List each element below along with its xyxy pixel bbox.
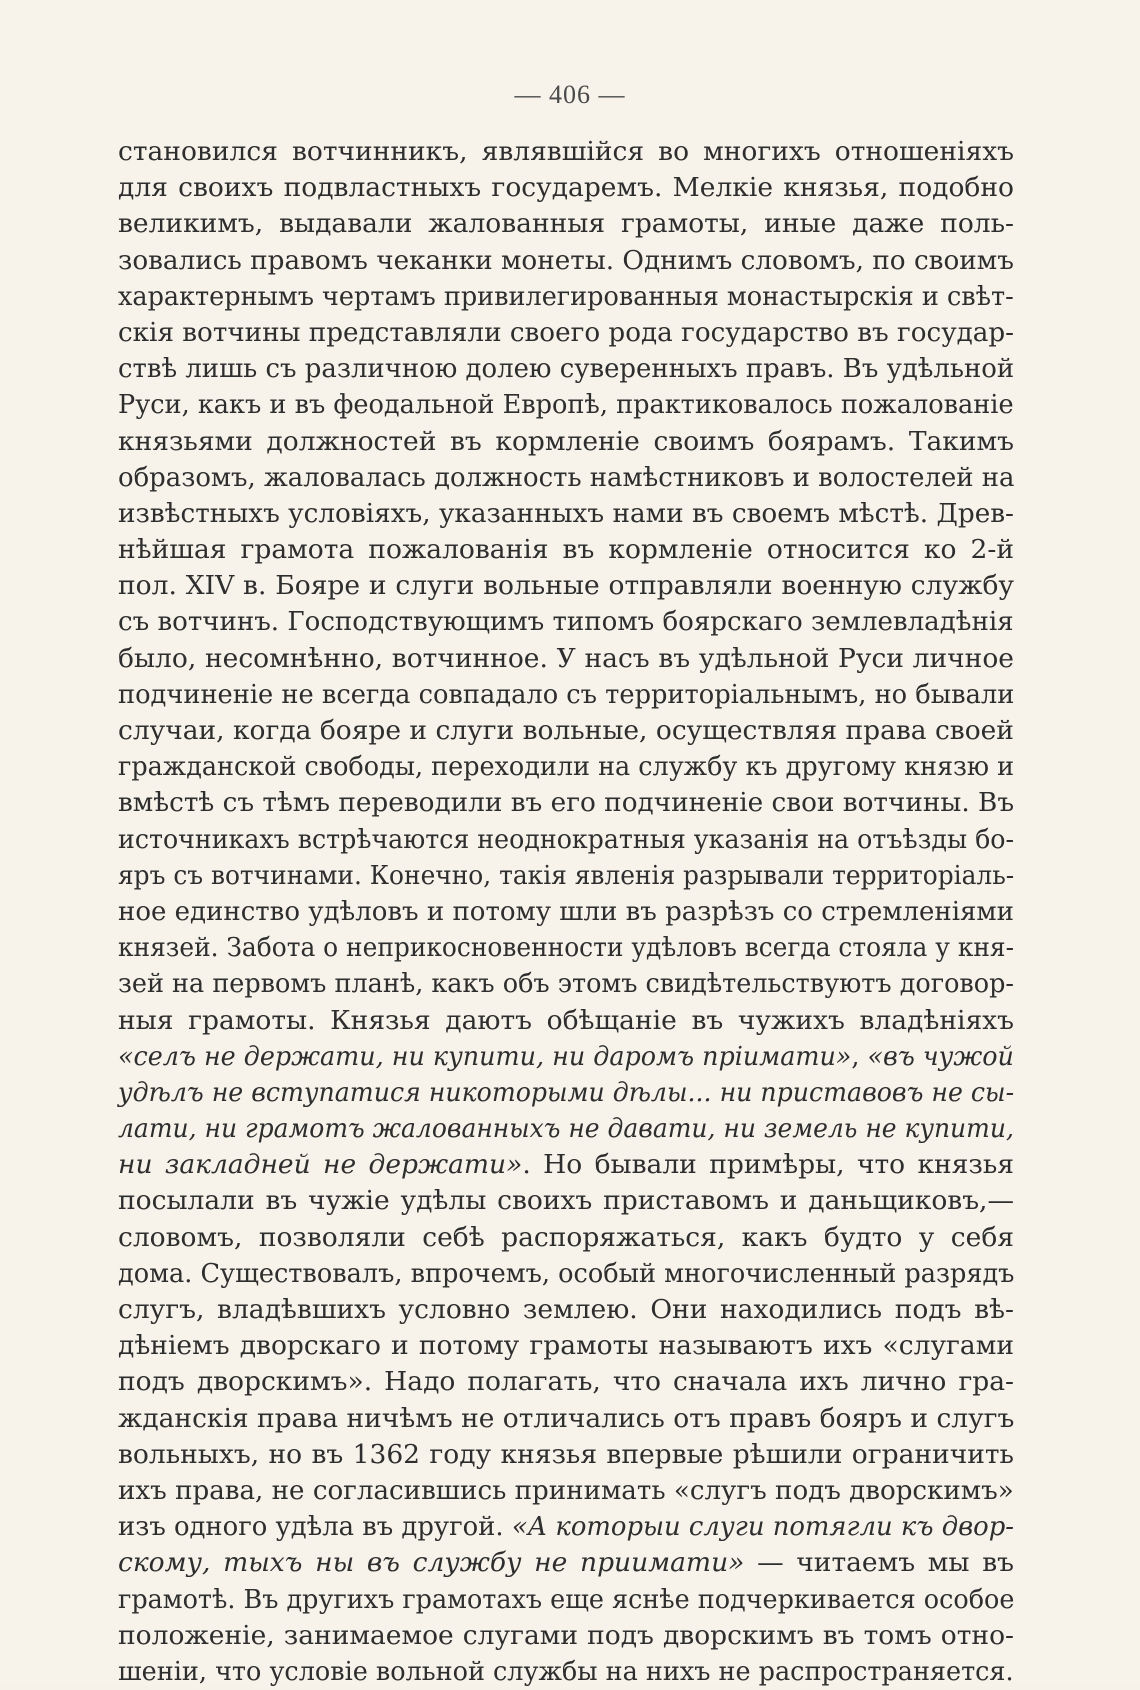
text-segment: скія вотчины представляли своего рода государство въ государ- — [118, 316, 1015, 348]
text-segment: князей. Забота о неприкосновенности удѣловъ всегда стояла у кня- — [118, 932, 1015, 964]
italic-quote: скому, тыхъ ны въ службу не приимати» — [118, 1547, 745, 1579]
text-line — [118, 1183, 1014, 1219]
italic-quote: удѣлъ не вступатися никоторыми дѣлы... ни приставовъ не сы- — [118, 1076, 1015, 1108]
text-line — [118, 641, 1014, 677]
text-segment: подчиненіе не всегда совпадало съ территоріальнымъ, но бывали — [118, 678, 1015, 710]
text-line — [118, 496, 1014, 532]
text-line — [118, 966, 1014, 1002]
text-segment: пол. XIV в. Бояре и слуги вольные отправляли военную службу — [118, 570, 1014, 602]
text-segment: подъ дворскимъ». Надо полагать, что сначала ихъ лично гра- — [118, 1366, 1014, 1398]
text-segment: Руси, какъ и въ феодальной Европѣ, практиковалось пожалованіе — [118, 389, 1014, 421]
text-line — [118, 1582, 1014, 1618]
text-segment: дома. Существовалъ, впрочемъ, особый многочисленный разрядъ — [118, 1257, 1015, 1289]
text-line — [118, 1220, 1014, 1256]
text-line — [118, 1618, 1014, 1654]
italic-quote: ни закладней не держати» — [118, 1149, 523, 1181]
text-line — [118, 1654, 1014, 1690]
text-line — [118, 351, 1014, 387]
text-segment: вольныхъ, но въ 1362 году князья впервые рѣшили ограничить — [118, 1438, 1014, 1470]
text-segment: шеніи, что условіе вольной службы на нихъ не распространяется. — [118, 1655, 1014, 1687]
text-segment: словомъ, позволяли себѣ распоряжаться, какъ будто у себя — [118, 1221, 1014, 1253]
text-segment: яръ съ вотчинами. Конечно, такія явленія разрывали территоріаль- — [118, 859, 1015, 891]
page-number: — 406 — — [514, 80, 626, 109]
text-line — [118, 1003, 1014, 1039]
text-line — [118, 1473, 1014, 1509]
text-segment: посылали въ чужіе удѣлы своихъ приставомъ и даньщиковъ,— — [118, 1185, 1014, 1217]
text-segment: ствѣ лишь съ различною долею суверенныхъ правъ. Въ удѣльной — [118, 353, 1015, 385]
text-segment: князьями должностей въ кормленіе своимъ боярамъ. Такимъ — [118, 425, 1014, 457]
text-line — [118, 749, 1014, 785]
text-segment: становился вотчинникъ, являвшійся во многихъ отношеніяхъ — [118, 136, 1014, 167]
text-segment: . Но бывали примѣры, что князья — [522, 1149, 1014, 1181]
text-segment: ныя грамоты. Князья даютъ обѣщаніе въ чужихъ владѣніяхъ — [118, 1004, 1014, 1036]
text-segment: изъ одного удѣла въ другой. — [118, 1511, 512, 1543]
text-line — [118, 315, 1014, 351]
text-segment: гражданской свободы, переходили на службу къ другому князю и — [118, 751, 1015, 783]
text-line — [118, 1039, 1014, 1075]
body-text — [118, 134, 1014, 1690]
text-segment: случаи, когда бояре и слуги вольные, осуществляя права своей — [118, 715, 1014, 746]
italic-quote: лати, ни грамотъ жалованныхъ не давати, ни земель не купити, — [118, 1113, 1014, 1145]
text-line — [118, 822, 1014, 858]
text-line — [118, 460, 1014, 496]
text-line — [118, 1328, 1014, 1364]
text-segment: нѣйшая грамота пожалованія въ кормленіе относится ко 2-й — [118, 534, 1014, 566]
text-line — [118, 604, 1014, 640]
text-line — [118, 243, 1014, 279]
text-line — [118, 532, 1014, 568]
text-segment: грамотѣ. Въ другихъ грамотахъ еще яснѣе подчеркивается особое — [118, 1583, 1015, 1615]
text-segment: ихъ права, не согласившись принимать «слугъ подъ дворскимъ» — [118, 1474, 1014, 1506]
text-line — [118, 134, 1014, 170]
text-line — [118, 894, 1014, 930]
text-segment: , — [851, 1040, 868, 1072]
text-line — [118, 713, 1014, 749]
text-segment: дѣніемъ дворскаго и потому грамоты называютъ ихъ «слугами — [118, 1330, 1014, 1362]
italic-quote: «селъ не держати, ни купити, ни даромъ пріимати» — [118, 1040, 852, 1072]
text-segment: вмѣстѣ съ тѣмъ переводили въ его подчиненіе свои вотчины. Въ — [118, 787, 1015, 819]
text-line — [118, 206, 1014, 242]
text-line — [118, 1364, 1014, 1400]
text-line — [118, 1147, 1014, 1183]
text-segment: съ вотчинъ. Господствующимъ типомъ боярскаго землевладѣнія — [118, 606, 1014, 638]
text-line — [118, 568, 1014, 604]
text-segment: великимъ, выдавали жалованныя грамоты, иные даже поль- — [118, 208, 1014, 240]
text-segment: — читаемъ мы въ — [744, 1547, 1014, 1579]
text-line — [118, 1256, 1014, 1292]
text-line — [118, 858, 1014, 894]
text-line — [118, 1075, 1014, 1111]
text-line — [118, 170, 1014, 206]
text-line — [118, 1401, 1014, 1437]
text-segment: источникахъ встрѣчаются неоднократныя указанія на отъѣзды бо- — [118, 823, 1015, 855]
text-line — [118, 1437, 1014, 1473]
text-segment: образомъ, жаловалась должность намѣстниковъ и волостелей на — [118, 461, 1015, 493]
text-line — [118, 785, 1014, 821]
text-segment: жданскія права ничѣмъ не отличались отъ правъ бояръ и слугъ — [118, 1402, 1015, 1434]
text-segment: было, несомнѣнно, вотчинное. У насъ въ удѣльной Руси личное — [118, 642, 1014, 674]
text-line — [118, 1509, 1014, 1545]
text-line — [118, 387, 1014, 423]
text-segment: извѣстныхъ условіяхъ, указанныхъ нами въ своемъ мѣстѣ. Древ- — [118, 497, 1014, 529]
text-segment: ное единство удѣловъ и потому шли въ разрѣзъ со стремленіями — [118, 895, 1014, 927]
text-segment: зей на первомъ планѣ, какъ объ этомъ свидѣтельствуютъ договор- — [118, 968, 1015, 1000]
text-line — [118, 930, 1014, 966]
text-segment: характернымъ чертамъ привилегированныя монастырскія и свѣт- — [118, 280, 1014, 312]
text-line — [118, 279, 1014, 315]
text-line — [118, 677, 1014, 713]
text-line — [118, 1545, 1014, 1581]
text-line — [118, 424, 1014, 460]
text-line — [118, 1292, 1014, 1328]
text-segment: для своихъ подвластныхъ государемъ. Мелкіе князья, подобно — [118, 172, 1014, 204]
text-line — [118, 1111, 1014, 1147]
text-segment: зовались правомъ чеканки монеты. Однимъ словомъ, по своимъ — [118, 244, 1014, 276]
italic-quote: «въ чужой — [867, 1040, 1014, 1072]
text-segment: слугъ, владѣвшихъ условно землею. Они находились подъ вѣ- — [118, 1294, 1014, 1325]
text-segment: положеніе, занимаемое слугами подъ дворскимъ въ томъ отно- — [118, 1619, 1014, 1651]
italic-quote: «А которыи слуги потягли къ двор- — [511, 1511, 1014, 1543]
